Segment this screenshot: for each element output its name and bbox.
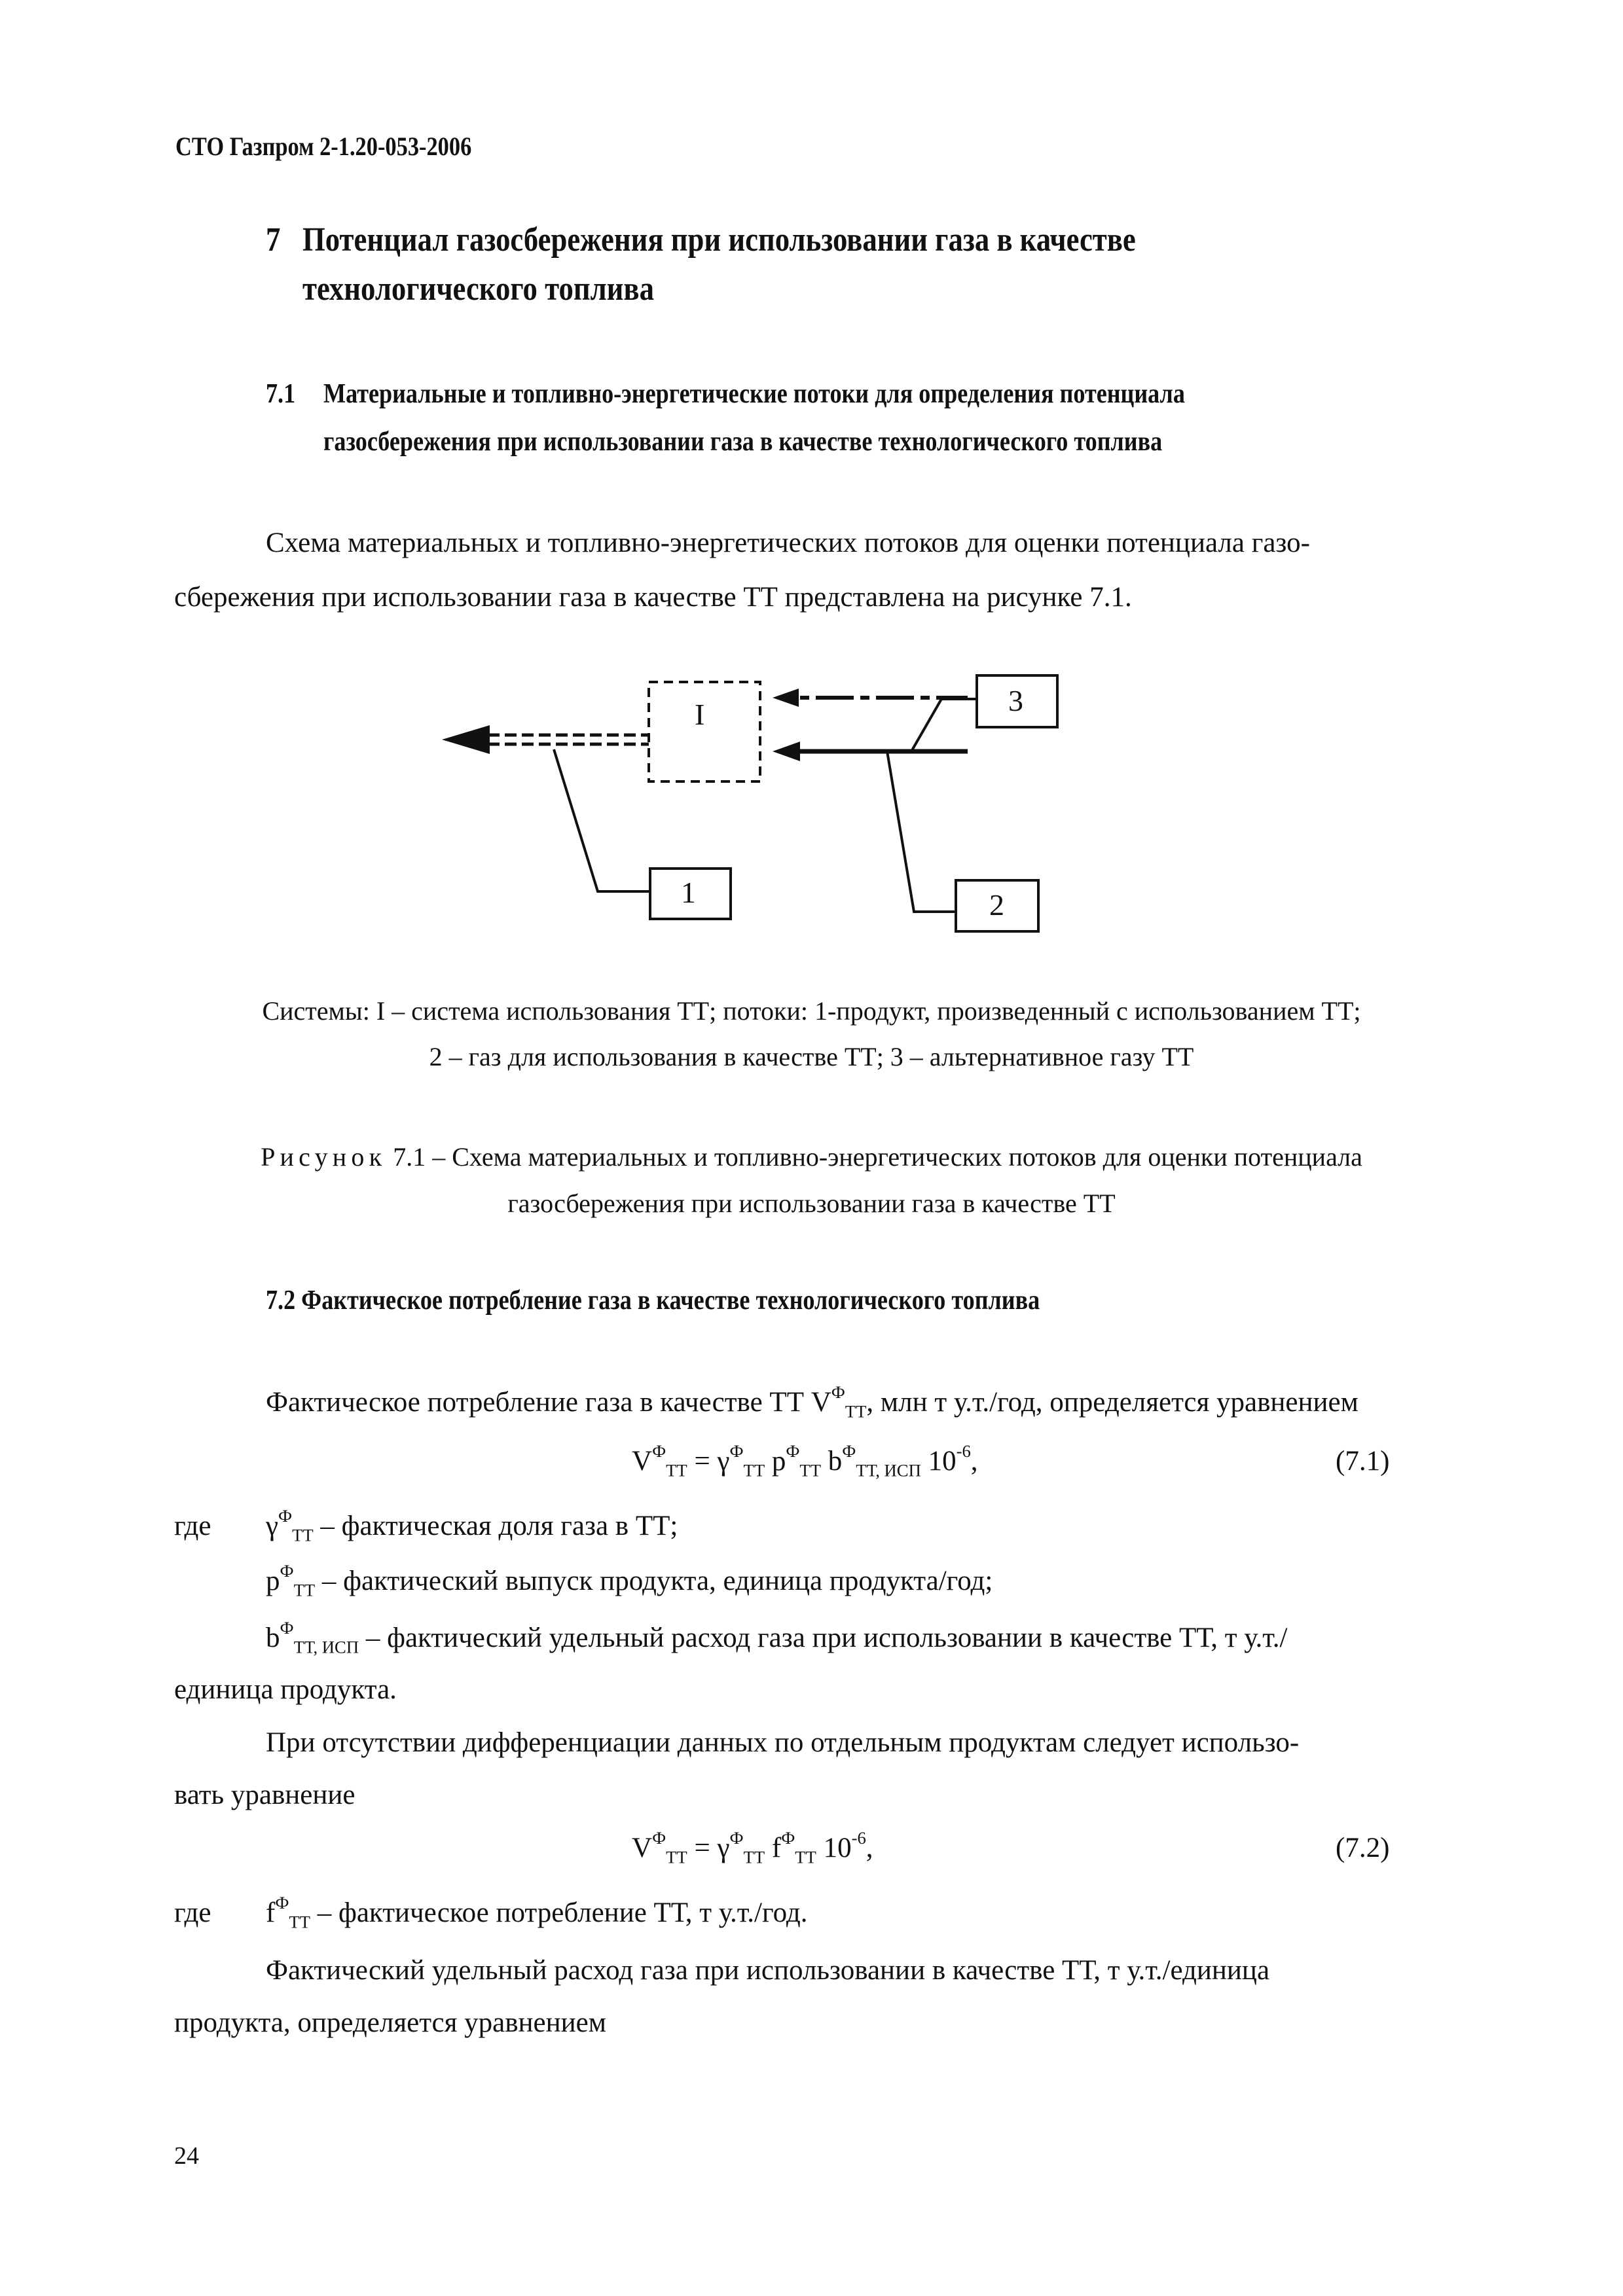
product-flow-arrowhead — [442, 725, 490, 754]
flow-3-label: 3 — [1008, 684, 1023, 717]
where-label-2: где — [174, 1897, 211, 1928]
page-number: 24 — [174, 2142, 199, 2170]
paragraph-3-line1: Фактический удельный расход газа при использовании в качестве ТТ, т у.т./единица — [266, 1955, 1270, 1986]
where-label-1: где — [174, 1511, 211, 1541]
section-7-number: 7 — [266, 221, 281, 259]
figure-caption-line1: Рисунок 7.1 – Схема материальных и топливно-энергетических потоков для оценки потенциала — [261, 1142, 1362, 1172]
equation-7-2-number: (7.2) — [1336, 1833, 1390, 1863]
definition-gamma: $\gamma^Ф_{ТТ}$ – фактическая доля газа в ТТ; — [266, 1506, 678, 1545]
section-7-1-title-line1: Материальные и топливно-энергетические потоки для определения потенциала — [323, 379, 1185, 409]
section-7-title-line1: Потенциал газосбережения при использовании газа в качестве — [302, 221, 1136, 259]
document-code: СТО Газпром 2-1.20-053-2006 — [175, 132, 472, 161]
leader-to-box-2 — [887, 751, 956, 912]
intro-7-2: Фактическое потребление газа в качестве ТТ $V^Ф_{ТТ}$, млн т у.т./год, определяется уравнением — [266, 1382, 1359, 1422]
figure-caption-line2: газосбережения при использовании газа в качестве ТТ — [507, 1189, 1116, 1218]
alt-fuel-flow-arrowhead — [773, 689, 799, 707]
section-7-title-line2: технологического топлива — [302, 270, 654, 308]
gas-flow-arrowhead — [773, 742, 800, 761]
leader-to-box-1 — [554, 749, 650, 891]
paragraph-2-line1: При отсутствии дифференциации данных по отдельным продуктам следует использо- — [266, 1727, 1300, 1758]
figure-legend-line1: Системы: I – система использования ТТ; потоки: 1-продукт, произведенный с использованием ТТ; — [262, 996, 1361, 1026]
definition-b-line2: единица продукта. — [174, 1674, 397, 1705]
leader-to-box-3 — [911, 699, 977, 751]
definition-p: $p^Ф_{ТТ}$ – фактический выпуск продукта, единица продукта/год; — [266, 1561, 993, 1600]
paragraph-7-1-line1: Схема материальных и топливно-энергетических потоков для оценки потенциала газо- — [266, 528, 1310, 558]
paragraph-3-line2: продукта, определяется уравнением — [174, 2007, 606, 2038]
system-i-label: I — [695, 698, 705, 731]
section-7-2-title: 7.2 Фактическое потребление газа в качестве технологического топлива — [266, 1285, 1040, 1316]
flow-1-label: 1 — [681, 876, 696, 909]
definition-f: $f^Ф_{ТТ}$ – фактическое потребление ТТ, т у.т./год. — [266, 1893, 808, 1932]
section-7-1-number: 7.1 — [266, 379, 296, 409]
figure-legend-line2: 2 – газ для использования в качестве ТТ; 3 – альтернативное газу ТТ — [429, 1042, 1194, 1071]
equation-7-1-number: (7.1) — [1336, 1446, 1390, 1477]
paragraph-7-1-line2: сбережения при использовании газа в качестве ТТ представлена на рисунке 7.1. — [174, 582, 1132, 613]
section-7-1-title-line2: газосбережения при использовании газа в качестве технологического топлива — [323, 427, 1163, 457]
flow-2-label: 2 — [989, 888, 1004, 922]
definition-b-line1: $b^Ф_{ТТ, ИСП}$ – фактический удельный расход газа при использовании в качестве ТТ, т у.т./ — [266, 1618, 1288, 1657]
equation-7-1: $V^Ф_{ТТ} = \gamma^Ф_{ТТ}$ $p^Ф_{ТТ}$ $b^Ф_{ТТ, ИСП}$ $10^{-6}$, — [632, 1441, 978, 1480]
equation-7-2: $V^Ф_{ТТ} = \gamma^Ф_{ТТ}$ $f^Ф_{ТТ}$ $10^{-6}$, — [632, 1828, 873, 1867]
paragraph-2-line2: вать уравнение — [174, 1780, 356, 1810]
